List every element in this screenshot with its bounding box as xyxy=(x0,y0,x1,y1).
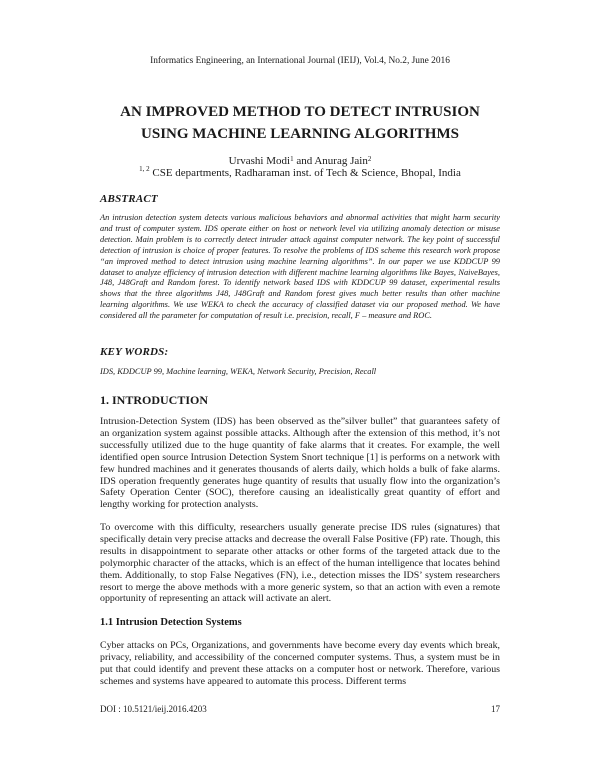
author-2-sup: 2 xyxy=(367,155,372,163)
author-connector: and xyxy=(293,155,315,167)
title-line-1: AN IMPROVED METHOD TO DETECT INTRUSION xyxy=(120,104,480,120)
doi-footer: DOI : 10.5121/ieij.2016.4203 xyxy=(100,704,207,714)
abstract-text: An intrusion detection system detects various malicious behaviors and abnormal activities that might harm security and trust of computer system. IDS operate either on host or network level via utilizing anomaly detection or misuse detection. Main problem is to correctly detect intruder attack against computer network. The key point of successful detection of intrusion is choice of proper features. To resolve the problems of IDS scheme this research work propose “an improved method to detect intrusion using machine learning algorithms”. In our paper we use KDDCUP 99 dataset to analyze efficiency of intrusion detection with different machine learning algorithms like Bayes, NaiveBayes, J48, J48Graft and Random forest. To identify network based IDS with KDDCUP 99 dataset, experimental results shows that the three algorithms J48, J48Graft and Random forest gives much better results than other machine learning algorithms. We use WEKA to check the accuracy of classified dataset via our proposed method. We have considered all the parameter for computation of result i.e. precision, recall, F – measure and ROC. xyxy=(100,213,500,321)
section-1-paragraph-1: Intrusion-Detection System (IDS) has been observed as the”silver bullet” that guarantees safety of an organization system against possible attacks. Although after the extension of this method, it’s not successfully utilized due to the huge quantity of fake alarms that it creates. For example, the well identified open source Intrusion Detection System Snort technique [1] is performs on a network with few hundred machines and it generates thousands of alerts daily, which holds a bulk of fake alarms. IDS operation frequently generates huge quantity of results that usually flow into the organization’s Safety Operation Center (SOC), therefore causing an idealistically great quantity of effort and lengthy working for protection analysts. xyxy=(100,416,500,511)
section-1-paragraph-2: To overcome with this difficulty, researchers usually generate precise IDS rules (signatures) that specifically detain very precise attacks and decrease the overall False Positive (FP) rate. Though, this results in disappointment to separate other attacks or other forms of the targeted attack due to the polymorphic character of the attacks, which is an effect of the human intelligence that locates behind them. Additionally, to stop False Negatives (FN), i.e., detection misses the IDS’ system researchers resort to merge the above methods with a more generic system, so that an action with even a remote opportunity of representing an attack will activate an alert. xyxy=(100,522,500,605)
subsection-1-1-paragraph-1: Cyber attacks on PCs, Organizations, and governments have become every day events which break, privacy, reliability, and accessibility of the concerned computer systems. Thus, a system must be in put that could identify and prevent these attacks on a computer host or network. Therefore, various schemes and systems have appeared to automate this process. Different terms xyxy=(100,640,500,687)
title-line-2: USING MACHINE LEARNING ALGORITHMS xyxy=(141,126,459,142)
keywords-heading: KEY WORDS: xyxy=(100,346,169,358)
author-2-name: Anurag Jain xyxy=(314,155,368,167)
abstract-heading: ABSTRACT xyxy=(100,193,158,205)
author-1-name: Urvashi Modi xyxy=(228,155,291,167)
paper-title xyxy=(60,101,540,145)
section-1-heading: 1. INTRODUCTION xyxy=(100,393,209,407)
page-number: 17 xyxy=(491,704,500,714)
subsection-1-1-heading: 1.1 Intrusion Detection Systems xyxy=(100,617,242,628)
affiliation-text: CSE departments, Radharaman inst. of Tech & Science, Bhopal, India xyxy=(149,167,461,179)
affiliation-sup: 1, 2 xyxy=(139,165,150,173)
journal-header: Informatics Engineering, an International Journal (IEIJ), Vol.4, No.2, June 2016 xyxy=(150,56,450,66)
author-1-sup: 1 xyxy=(290,155,294,163)
keywords-text: IDS, KDDCUP 99, Machine learning, WEKA, Network Security, Precision, Recall xyxy=(100,367,377,376)
affiliation-line xyxy=(0,167,600,179)
